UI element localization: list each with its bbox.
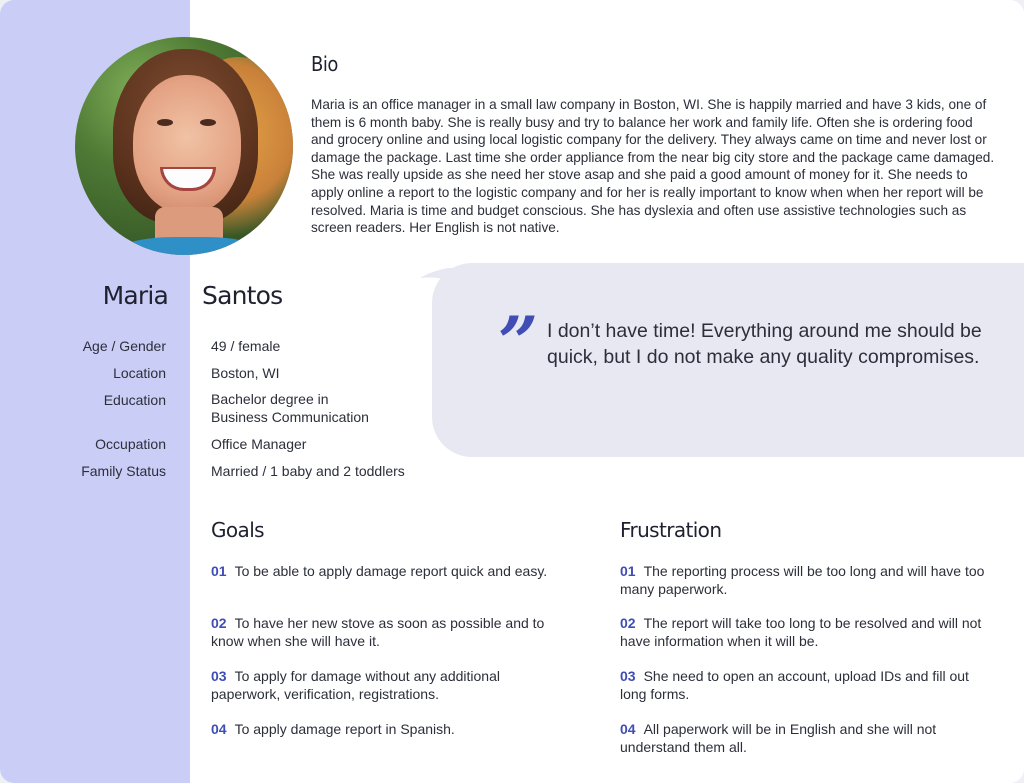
goals-title: Goals	[211, 518, 264, 542]
goal-number: 04	[211, 721, 227, 737]
frustration-item	[620, 615, 995, 650]
goal-text: To have her new stove as soon as possible and to know when she will have it.	[211, 615, 545, 649]
quote-mark-icon: ”	[498, 301, 539, 384]
attr-label-family-status: Family Status	[81, 463, 166, 479]
attr-value-occupation: Office Manager	[211, 436, 307, 452]
attr-value-age-gender: 49 / female	[211, 338, 281, 354]
frustration-item	[620, 721, 995, 756]
attr-value-location: Boston, WI	[211, 365, 280, 381]
bio-text: Maria is an office manager in a small law company in Boston, WI. She is happily married and have 3 kids, one of them is 6 month baby. She is really busy and try to balance her work and family life. Often she is ordering food and grocery online and using local logistic company for the delivery. They always came on time and never lost or damage the package. Last time she order appliance from the near big city store and the package came damaged. She was really upside as she need her stove asap and she paid a good amount of money for it. She needs to apply online a report to the logistic company and for her is really important to know when when her report will be resolved. Maria is time and budget conscious. She has dyslexia and often use assistive technologies such as screen readers. Her English is not native.	[311, 97, 995, 236]
frustration-number: 03	[620, 668, 636, 684]
first-name: Maria	[102, 281, 168, 310]
frustration-item	[620, 668, 995, 703]
last-name: Santos	[202, 281, 283, 310]
goal-item	[211, 668, 571, 703]
goal-text: To be able to apply damage report quick and easy.	[234, 563, 548, 579]
frustration-text: She need to open an account, upload IDs and fill out long forms.	[620, 668, 969, 702]
frustration-text: The report will take too long to be resolved and will not have information when it will be.	[620, 615, 982, 649]
frustration-title: Frustration	[620, 518, 722, 542]
frustration-text: The reporting process will be too long and will have too many paperwork.	[620, 563, 985, 597]
attr-label-education: Education	[103, 392, 166, 408]
goal-item	[211, 563, 571, 581]
goal-text: To apply damage report in Spanish.	[234, 721, 455, 737]
bio-title: Bio	[311, 52, 338, 76]
frustration-text: All paperwork will be in English and she will not understand them all.	[620, 721, 937, 755]
goal-number: 03	[211, 668, 227, 684]
frustration-number: 04	[620, 721, 636, 737]
goal-item	[211, 721, 571, 739]
goal-number: 02	[211, 615, 227, 631]
quote-text: I don’t have time! Everything around me should be quick, but I do not make any quality compromises.	[547, 320, 982, 368]
frustration-number: 01	[620, 563, 636, 579]
goal-item	[211, 615, 571, 650]
attr-label-occupation: Occupation	[95, 436, 166, 452]
frustration-number: 02	[620, 615, 636, 631]
attr-value-education: Bachelor degree in Business Communication	[211, 391, 369, 425]
goal-text: To apply for damage without any additional paperwork, verification, registrations.	[211, 668, 500, 702]
attr-label-age-gender: Age / Gender	[82, 338, 166, 354]
avatar	[75, 37, 293, 255]
attr-label-location: Location	[113, 365, 166, 381]
goal-number: 01	[211, 563, 227, 579]
attr-value-family-status: Married / 1 baby and 2 toddlers	[211, 463, 405, 479]
frustration-item	[620, 563, 995, 598]
